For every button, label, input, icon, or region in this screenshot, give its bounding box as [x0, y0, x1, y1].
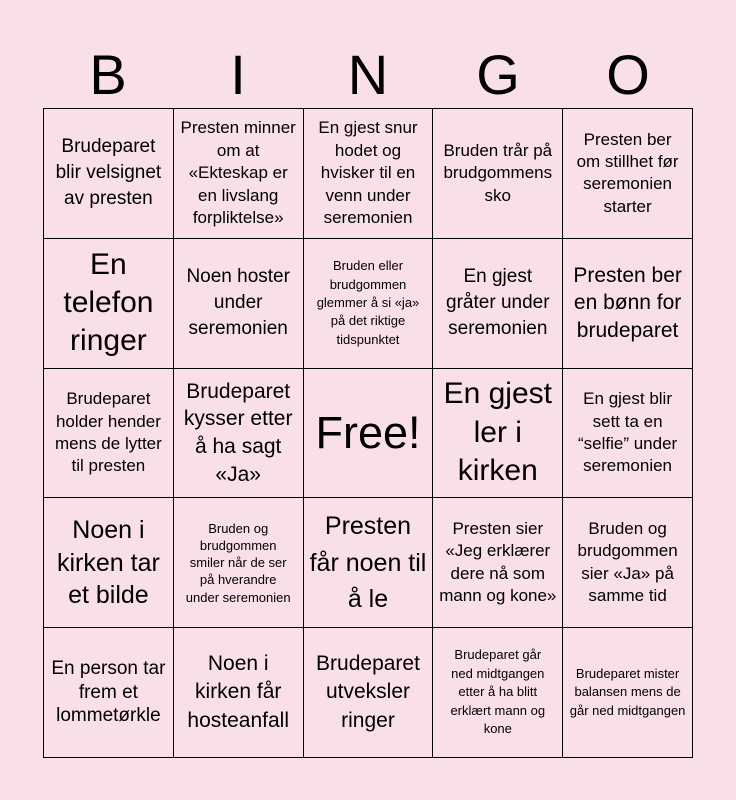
bingo-cell[interactable]	[174, 628, 304, 758]
bingo-cell[interactable]	[433, 628, 563, 758]
header-letter-i: I	[230, 43, 246, 106]
header-letter-b: B	[89, 43, 127, 106]
cell-text: Brudeparet mister balansen mens de går ned midtgangen	[569, 665, 686, 718]
bingo-cell[interactable]	[44, 369, 174, 499]
cell-text: Presten minner om at «Ekteskap er en livslang forpliktelse»	[180, 118, 296, 228]
bingo-cell[interactable]	[174, 369, 304, 499]
header-letter-g: G	[476, 43, 520, 106]
cell-text: En gjest gråter under seremonien	[446, 266, 550, 340]
bingo-cell[interactable]	[44, 109, 174, 239]
header-letter-n: N	[347, 43, 389, 106]
cell-text: Brudeparet kysser etter å ha sagt «Ja»	[183, 379, 293, 486]
cell-text: Noen i kirken tar et bilde	[56, 516, 160, 610]
bingo-cell[interactable]	[563, 239, 693, 369]
cell-text: En telefon ringer	[63, 247, 154, 358]
bingo-cell-free[interactable]	[304, 369, 434, 499]
bingo-cell[interactable]	[44, 239, 174, 369]
cell-text: Presten får noen til å le	[309, 512, 427, 613]
cell-text: Noen hoster under seremonien	[186, 266, 290, 340]
header-letter-o: O	[606, 43, 650, 106]
bingo-cell[interactable]	[174, 109, 304, 239]
cell-text: Brudeparet blir velsignet av presten	[55, 136, 162, 210]
bingo-cell[interactable]	[433, 498, 563, 628]
bingo-cell[interactable]	[433, 109, 563, 239]
cell-text: En gjest blir sett ta en “selfie” under seremonien	[577, 389, 678, 476]
bingo-cell[interactable]	[563, 369, 693, 499]
bingo-cell[interactable]	[304, 498, 434, 628]
bingo-cell[interactable]	[433, 369, 563, 499]
bingo-header	[43, 40, 693, 110]
bingo-cell[interactable]	[563, 109, 693, 239]
bingo-cell[interactable]	[304, 628, 434, 758]
bingo-cell[interactable]	[174, 498, 304, 628]
cell-text: Bruden eller brudgommen glemmer å si «ja» på det riktige tidspunktet	[316, 258, 420, 347]
bingo-cell[interactable]	[563, 498, 693, 628]
cell-text: En gjest snur hodet og hvisker til en venn under seremonien	[318, 118, 418, 228]
cell-text: Brudeparet utveksler ringer	[316, 652, 420, 732]
bingo-cell[interactable]	[44, 628, 174, 758]
bingo-cell[interactable]	[304, 109, 434, 239]
cell-text: Presten sier «Jeg erklærer dere nå som mann og kone»	[439, 518, 557, 606]
bingo-cell[interactable]	[433, 239, 563, 369]
bingo-cell[interactable]	[304, 239, 434, 369]
bingo-grid	[43, 108, 693, 758]
cell-text: Presten ber om stillhet før seremonien starter	[576, 129, 679, 216]
cell-text: Bruden og brudgommen sier «Ja» på samme tid	[577, 518, 678, 606]
cell-text: Free!	[315, 407, 421, 459]
bingo-cell[interactable]	[563, 628, 693, 758]
cell-text: Bruden trår på brudgommens sko	[443, 140, 553, 205]
cell-text: Noen i kirken får hosteanfall	[187, 652, 289, 732]
cell-text: Brudeparet holder hender mens de lytter til presten	[55, 389, 162, 476]
cell-text: En person tar frem et lommetørkle	[51, 657, 166, 727]
bingo-cell[interactable]	[174, 239, 304, 369]
cell-text: Bruden og brudgommen smiler når de ser på hverandre under seremonien	[185, 520, 291, 605]
cell-text: En gjest ler i kirken	[443, 377, 552, 488]
cell-text: Brudeparet går ned midtgangen etter å ha blitt erklært mann og kone	[450, 647, 546, 737]
cell-text: Presten ber en bønn for brudeparet	[573, 263, 682, 343]
bingo-cell[interactable]	[44, 498, 174, 628]
